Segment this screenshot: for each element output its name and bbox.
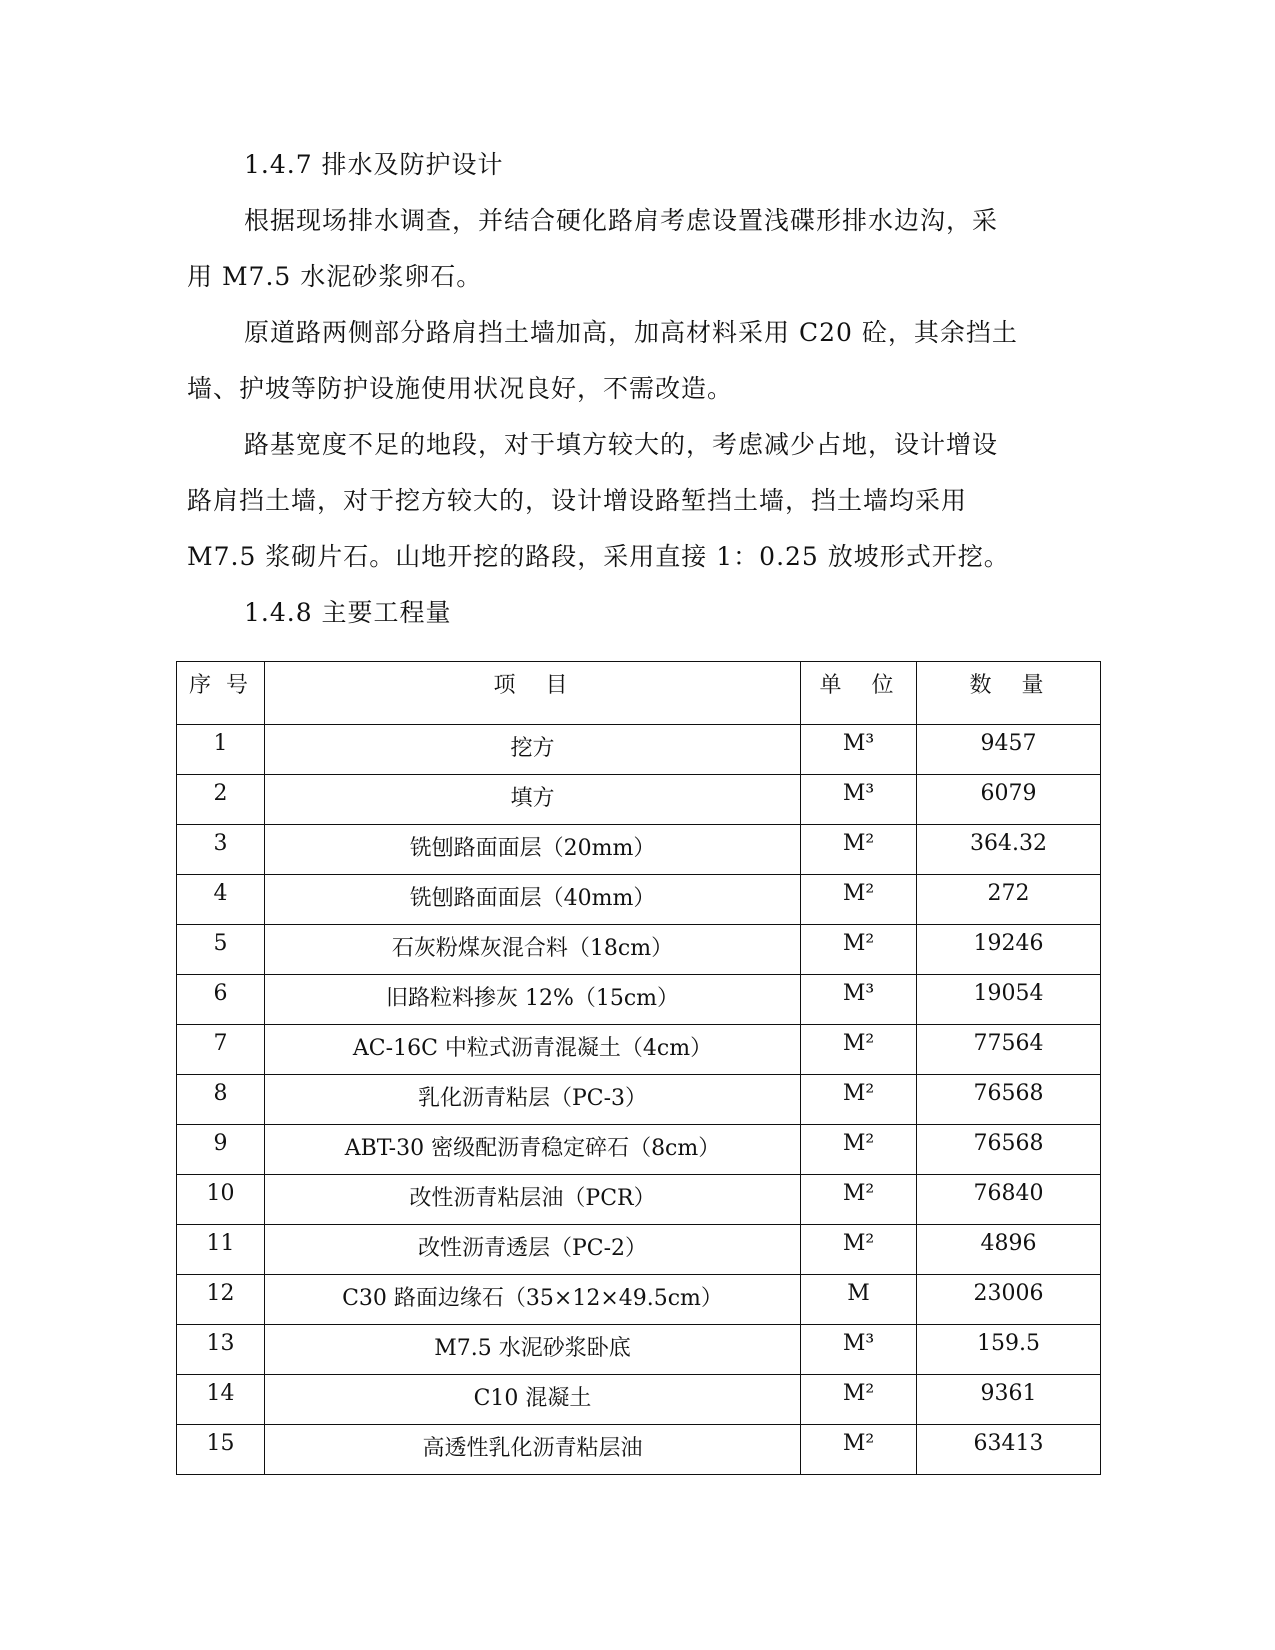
cell-quantity: 272 bbox=[917, 875, 1101, 925]
cell-item: AC-16C 中粒式沥青混凝土（4cm） bbox=[265, 1025, 801, 1075]
header-unit: 单 位 bbox=[801, 662, 917, 725]
paragraph-3-line-1: 路基宽度不足的地段，对于填方较大的，考虑减少占地，设计增设 bbox=[244, 430, 999, 459]
cell-index: 9 bbox=[177, 1125, 265, 1175]
cell-unit: M² bbox=[801, 1225, 917, 1275]
cell-quantity: 76568 bbox=[917, 1075, 1101, 1125]
cell-quantity: 9361 bbox=[917, 1375, 1101, 1425]
table-row bbox=[177, 1175, 1101, 1225]
table-header-row bbox=[177, 662, 1101, 725]
quantities-table bbox=[176, 661, 1101, 1475]
cell-quantity: 76840 bbox=[917, 1175, 1101, 1225]
cell-item: 挖方 bbox=[265, 725, 801, 775]
paragraph-3-line-2: 路肩挡土墙，对于挖方较大的，设计增设路堑挡土墙，挡土墙均采用 bbox=[187, 486, 968, 515]
cell-index: 13 bbox=[177, 1325, 265, 1375]
table-row bbox=[177, 825, 1101, 875]
cell-unit: M² bbox=[801, 1125, 917, 1175]
cell-unit: M bbox=[801, 1275, 917, 1325]
cell-unit: M² bbox=[801, 1175, 917, 1225]
paragraph-2-line-1: 原道路两侧部分路肩挡土墙加高，加高材料采用 C20 砼，其余挡土 bbox=[244, 318, 1018, 347]
cell-quantity: 76568 bbox=[917, 1125, 1101, 1175]
paragraph-1-line-2: 用 M7.5 水泥砂浆卵石。 bbox=[187, 262, 483, 291]
cell-index: 15 bbox=[177, 1425, 265, 1475]
cell-unit: M² bbox=[801, 925, 917, 975]
table-row bbox=[177, 1025, 1101, 1075]
cell-item: 改性沥青粘层油（PCR） bbox=[265, 1175, 801, 1225]
cell-unit: M³ bbox=[801, 975, 917, 1025]
cell-item: 铣刨路面面层（20mm） bbox=[265, 825, 801, 875]
cell-index: 11 bbox=[177, 1225, 265, 1275]
table-row bbox=[177, 1425, 1101, 1475]
cell-item: C30 路面边缘石（35×12×49.5cm） bbox=[265, 1275, 801, 1325]
cell-item: C10 混凝土 bbox=[265, 1375, 801, 1425]
paragraph-2-line-2: 墙、护坡等防护设施使用状况良好，不需改造。 bbox=[187, 374, 734, 403]
cell-index: 12 bbox=[177, 1275, 265, 1325]
cell-quantity: 9457 bbox=[917, 725, 1101, 775]
cell-unit: M² bbox=[801, 1025, 917, 1075]
cell-item: 高透性乳化沥青粘层油 bbox=[265, 1425, 801, 1475]
table-row bbox=[177, 775, 1101, 825]
cell-item: 铣刨路面面层（40mm） bbox=[265, 875, 801, 925]
table-row bbox=[177, 975, 1101, 1025]
cell-unit: M² bbox=[801, 1075, 917, 1125]
cell-quantity: 159.5 bbox=[917, 1325, 1101, 1375]
paragraph-1-line-1: 根据现场排水调查，并结合硬化路肩考虑设置浅碟形排水边沟，采 bbox=[244, 206, 999, 235]
table-row bbox=[177, 1075, 1101, 1125]
cell-index: 1 bbox=[177, 725, 265, 775]
section-heading-1-4-8: 1.4.8 主要工程量 bbox=[244, 598, 452, 627]
table-row bbox=[177, 1325, 1101, 1375]
cell-unit: M³ bbox=[801, 1325, 917, 1375]
table-row bbox=[177, 875, 1101, 925]
cell-index: 4 bbox=[177, 875, 265, 925]
cell-index: 7 bbox=[177, 1025, 265, 1075]
cell-quantity: 6079 bbox=[917, 775, 1101, 825]
cell-quantity: 364.32 bbox=[917, 825, 1101, 875]
cell-quantity: 19246 bbox=[917, 925, 1101, 975]
cell-item: ABT-30 密级配沥青稳定碎石（8cm） bbox=[265, 1125, 801, 1175]
cell-quantity: 19054 bbox=[917, 975, 1101, 1025]
cell-item: 改性沥青透层（PC-2） bbox=[265, 1225, 801, 1275]
cell-quantity: 63413 bbox=[917, 1425, 1101, 1475]
header-index: 序 号 bbox=[177, 662, 265, 725]
cell-index: 14 bbox=[177, 1375, 265, 1425]
cell-unit: M³ bbox=[801, 775, 917, 825]
cell-index: 10 bbox=[177, 1175, 265, 1225]
paragraph-3-line-3: M7.5 浆砌片石。山地开挖的路段，采用直接 1：0.25 放坡形式开挖。 bbox=[187, 542, 1010, 571]
cell-index: 8 bbox=[177, 1075, 265, 1125]
cell-unit: M² bbox=[801, 1425, 917, 1475]
table-body bbox=[177, 725, 1101, 1475]
cell-item: 乳化沥青粘层（PC-3） bbox=[265, 1075, 801, 1125]
cell-unit: M² bbox=[801, 825, 917, 875]
header-item: 项 目 bbox=[265, 662, 801, 725]
cell-index: 5 bbox=[177, 925, 265, 975]
cell-item: 旧路粒料掺灰 12%（15cm） bbox=[265, 975, 801, 1025]
header-quantity: 数 量 bbox=[917, 662, 1101, 725]
cell-quantity: 23006 bbox=[917, 1275, 1101, 1325]
table-row bbox=[177, 1125, 1101, 1175]
cell-quantity: 77564 bbox=[917, 1025, 1101, 1075]
cell-index: 2 bbox=[177, 775, 265, 825]
cell-item: 石灰粉煤灰混合料（18cm） bbox=[265, 925, 801, 975]
table-row bbox=[177, 1275, 1101, 1325]
table-row bbox=[177, 725, 1101, 775]
cell-item: M7.5 水泥砂浆卧底 bbox=[265, 1325, 801, 1375]
cell-index: 6 bbox=[177, 975, 265, 1025]
table-row bbox=[177, 1225, 1101, 1275]
cell-index: 3 bbox=[177, 825, 265, 875]
cell-item: 填方 bbox=[265, 775, 801, 825]
section-heading-1-4-7: 1.4.7 排水及防护设计 bbox=[244, 150, 504, 179]
cell-unit: M² bbox=[801, 1375, 917, 1425]
table-row bbox=[177, 925, 1101, 975]
cell-unit: M² bbox=[801, 875, 917, 925]
table-row bbox=[177, 1375, 1101, 1425]
cell-unit: M³ bbox=[801, 725, 917, 775]
cell-quantity: 4896 bbox=[917, 1225, 1101, 1275]
